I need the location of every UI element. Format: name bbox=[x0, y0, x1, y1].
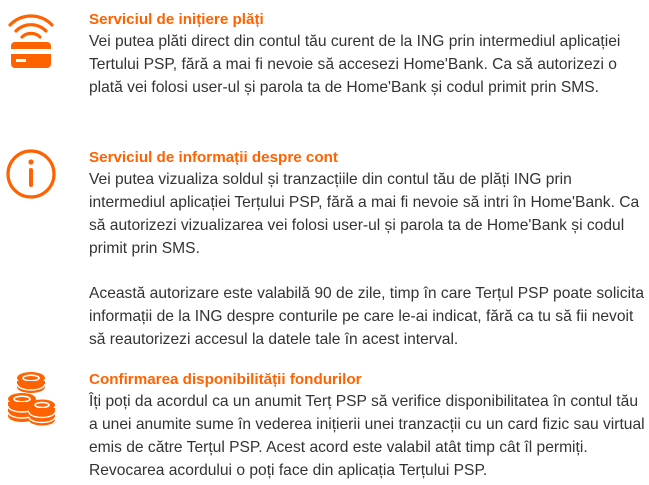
section-paragraph: Îți poți da acordul ca un anumit Terț PSP să verifice disponibilitatea în contul tău a unei anumite sume în vederea inițierii unei tranzacții cu un card fizic sau virtual emis de către Terțul PSP. Acest acord este valabil atât timp cât îl permiți. Revocarea acordului o poți face din aplicația Terțului PSP. bbox=[89, 393, 645, 479]
section-content bbox=[89, 369, 645, 482]
info-icon bbox=[4, 147, 58, 201]
section-paragraph: Vei putea vizualiza soldul și tranzacțiile din contul tău de plăți ING prin intermediul aplicației Terțului PSP, fără a mai fi nevoie să intri în Home'Bank. Ca să autorizezi vizualizarea vei folosi user-ul și parola ta de Home'Bank și codul primit prin SMS. bbox=[89, 171, 640, 257]
contactless-card-icon bbox=[4, 9, 58, 63]
section-content bbox=[89, 9, 645, 99]
coins-icon bbox=[4, 369, 58, 423]
section-title: Serviciul de informații despre cont bbox=[89, 149, 338, 166]
section-paragraph: Această autorizare este valabilă 90 de zile, timp în care Terțul PSP poate solicita informații de la ING despre conturile pe care le-ai indicat, fără ca tu să fii nevoit să reautorizezi accesul la datele tale în acest interval. bbox=[89, 285, 645, 348]
section-title: Confirmarea disponibilității fondurilor bbox=[89, 371, 362, 388]
section-content bbox=[89, 147, 645, 351]
section-title: Serviciul de inițiere plăți bbox=[89, 11, 264, 28]
section-paragraph: Vei putea plăti direct din contul tău curent de la ING prin intermediul aplicației Tertului PSP, fără a mai fi nevoie să accesezi Home'Bank. Ca să autorizezi o plată vei folosi user-ul și parola ta de Home'Bank și codul primit prin SMS. bbox=[89, 33, 621, 96]
